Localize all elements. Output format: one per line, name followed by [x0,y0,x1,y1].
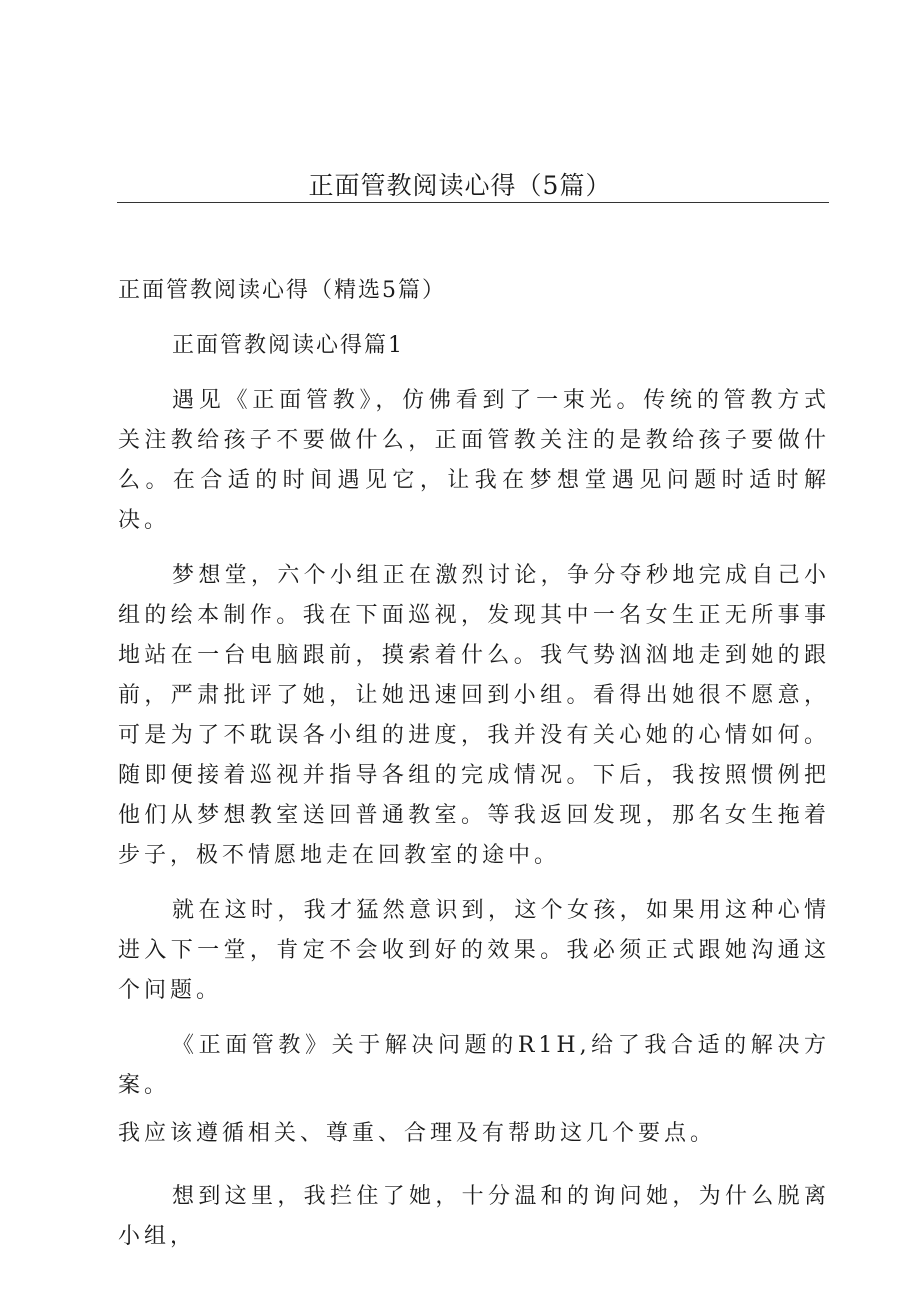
paragraph-6: 想到这里，我拦住了她，十分温和的询问她，为什么脱离小组， [118,1184,830,1249]
paragraph-4: 《正面管教》关于解决问题的R1H,给了我合适的解决方案。 [118,1033,830,1098]
paragraph-5: 我应该遵循相关、尊重、合理及有帮助这几个要点。 [118,1121,717,1146]
paragraph-1: 遇见《正面管教》，仿佛看到了一束光。传统的管教方式关注教给孩子不要做什么，正面管教关注的是教给孩子要做什么。在合适的时间遇见它，让我在梦想堂遇见问题时适时解决。 [118,388,830,533]
paragraph-3: 就在这时，我才猛然意识到，这个女孩，如果用这种心情进入下一堂，肯定不会收到好的效果。我必须正式跟她沟通这个问题。 [118,898,830,1003]
document-title: 正面管教阅读心得（5篇） [308,171,612,200]
document-body [118,271,830,1272]
paragraph-2: 梦想堂，六个小组正在激烈讨论，争分夺秒地完成自己小组的绘本制作。我在下面巡视，发现其中一名女生正无所事事地站在一台电脑跟前，摸索着什么。我气势汹汹地走到她的跟前，严肃批评了她，让她迅速回到小组。看得出她很不愿意，可是为了不耽误各小组的进度，我并没有关心她的心情如何。随即便接着巡视并指导各组的完成情况。下后，我按照惯例把他们从梦想教室送回普通教室。等我返回发现，那名女生拖着步子，极不情愿地走在回教室的途中。 [118,563,830,868]
document-subtitle: 正面管教阅读心得（精选5篇） [118,278,446,303]
title-underline [117,202,829,203]
section-heading: 正面管教阅读心得篇1 [172,333,404,358]
